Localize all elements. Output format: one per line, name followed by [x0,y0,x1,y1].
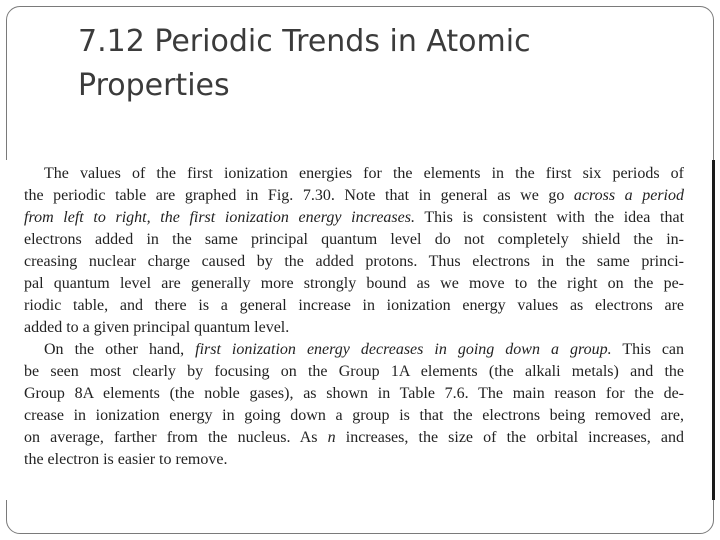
text-line: riodic table, and there is a general increase in ionization energy values as electrons are [24,297,684,314]
slide-title: 7.12 Periodic Trends in Atomic Properties [78,24,531,103]
scanned-textbook-excerpt [6,160,712,500]
paragraph-ionization-down-group [24,339,684,471]
scan-edge-shadow [712,160,715,500]
text-line: added to a given principal quantum level. [24,319,290,336]
text-line: creasing nuclear charge caused by the added protons. Thus electrons in the same princi- [24,253,684,270]
text-line: Group 8A elements (the noble gases), as shown in Table 7.6. The main reason for the de- [24,385,684,402]
text-line: be seen most clearly by focusing on the Group 1A elements (the alkali metals) and the [24,363,684,380]
text-line: the electron is easier to remove. [24,451,228,468]
text-line: on average, farther from the nucleus. As n increases, the size of the orbital increases, and [24,429,684,446]
text-line: the periodic table are graphed in Fig. 7.30. Note that in general as we go across a period [24,187,685,204]
text-line: from left to right, the first ionization energy increases. This is consistent with the idea that [24,209,685,226]
text-line: The values of the first ionization energies for the elements in the first six periods of [44,165,684,182]
text-line: electrons added in the same principal quantum level do not completely shield the in- [24,231,684,248]
text-line: On the other hand, first ionization energy decreases in going down a group. This can [44,341,685,358]
text-line: pal quantum level are generally more strongly bound as we move to the right on the pe- [24,275,684,292]
paragraph-ionization-across-period [24,163,684,339]
text-line: crease in ionization energy in going down a group is that the electrons being removed are, [24,407,684,424]
